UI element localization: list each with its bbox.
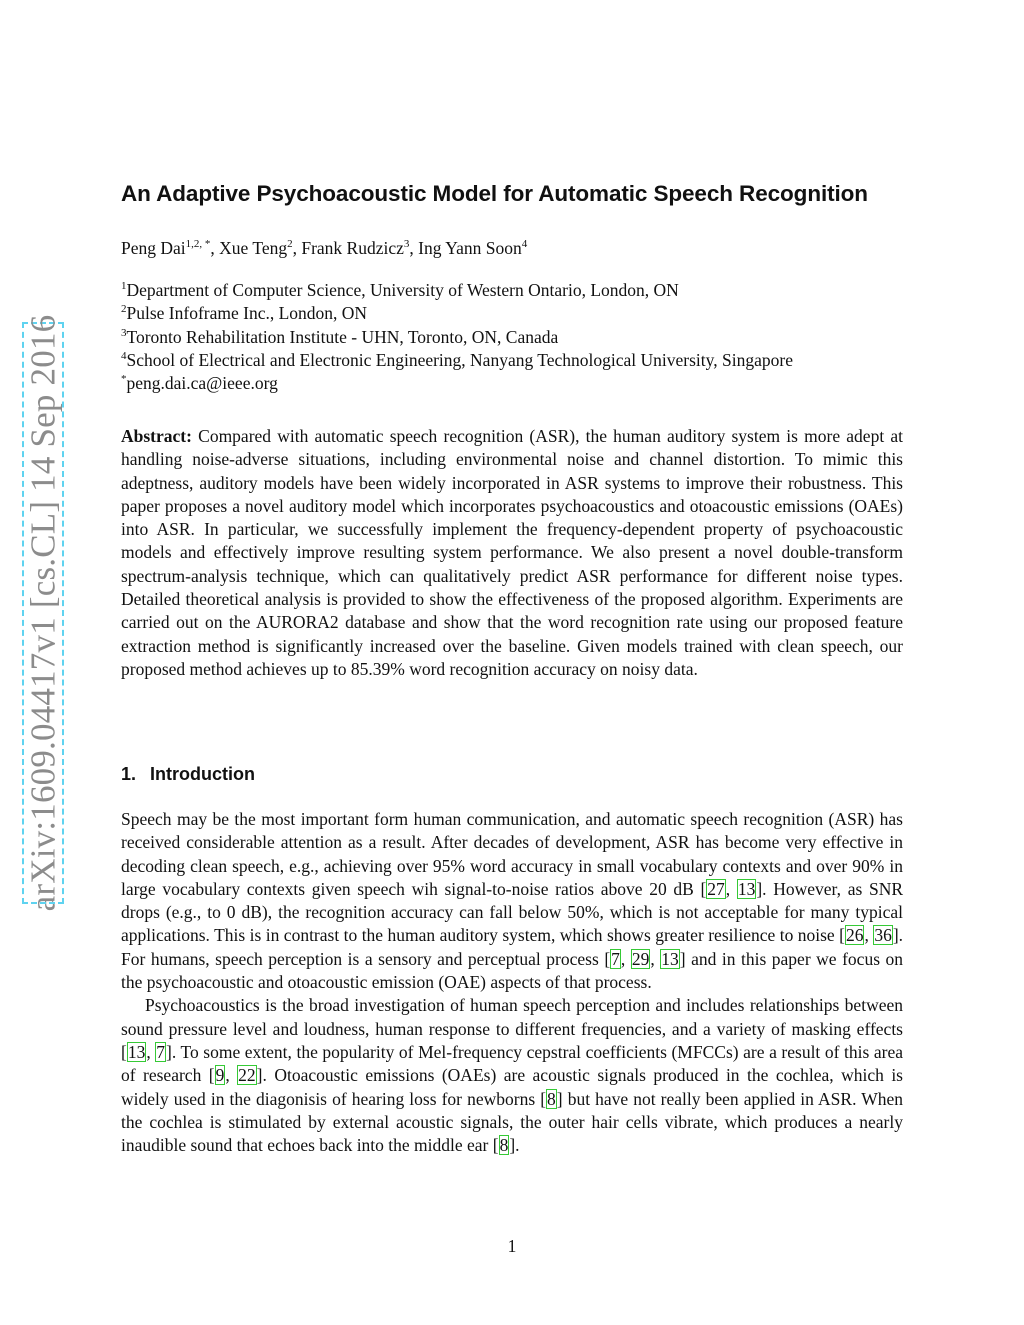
body-text-run: ]. Otoacoustic emissions (OAEs) are acoustic signals produced in the cochlea, which is widely used in the diagonisis of hearing loss for newborns [ — [121, 1065, 903, 1109]
affiliation-text: Pulse Infoframe Inc., London, ON — [126, 303, 368, 324]
citation-link[interactable]: 8 — [499, 1135, 509, 1156]
affiliation-mark: 4 — [121, 349, 127, 362]
citation-link[interactable]: 27 — [707, 878, 725, 899]
citation-link[interactable]: 7 — [611, 948, 620, 969]
body-text-run: ]. For humans, speech perception is a sensory and perceptual process [ — [121, 925, 904, 969]
affiliation-mark: 2 — [121, 303, 127, 316]
author-name: Frank Rudzicz — [301, 238, 404, 258]
affiliation-mark: * — [121, 373, 127, 386]
body-text-run: Speech may be the most important form human communication, and automatic speech recognition (ASR) has received considerable attention as a result. After decades of development, ASR has become very effective in decoding clean speech, e.g., achieving over 95% word accuracy in small vocabulary contexts and over 90% in large vocabulary contexts given speech wih signal-to-noise ratios above 20 dB [ — [121, 809, 903, 899]
author-name: Peng Dai — [121, 238, 186, 258]
author-affiliation-mark: 2 — [287, 238, 293, 250]
citation-link[interactable]: 9 — [215, 1065, 225, 1086]
body-text-run: , — [225, 1065, 238, 1086]
corresponding-email[interactable]: peng.dai.ca@ieee.org — [126, 373, 278, 394]
citation-link[interactable]: 8 — [547, 1088, 556, 1109]
body-text-run: ]. However, as SNR drops (e.g., to 0 dB), the recognition accuracy can fall below 50%, which is not acceptable for many typical applications. This is in contrast to the human auditory system, which shows greater resilience to noise [ — [121, 878, 904, 946]
paper-title: An Adaptive Psychoacoustic Model for Automatic Speech Recognition — [121, 181, 868, 206]
introduction-body — [121, 808, 903, 1157]
body-text-run: , — [725, 878, 737, 899]
section-title: Introduction — [150, 764, 255, 784]
citation-link[interactable]: 36 — [874, 925, 892, 946]
body-text-run: ] but have not really been applied in ASR. When the cochlea is stimulated by external acoustic signals, the outer hair cells vibrate, which produces a nearly inaudible sound that echoes back into the middle ear [ — [121, 1088, 903, 1156]
section-number: 1. — [121, 764, 137, 784]
body-text-run: ]. — [509, 1135, 520, 1156]
affiliation-text: School of Electrical and Electronic Engineering, Nanyang Technological University, Singapore — [126, 349, 793, 370]
body-text-run: ]. To some extent, the popularity of Mel-frequency cepstral coefficients (MFCCs) are a result of this area of research [ — [121, 1041, 903, 1086]
body-text-run: Psychoacoustics is the broad investigation of human speech perception and includes relationships between sound pressure level and loudness, human response to different frequencies, and a variety of masking effects [ — [121, 995, 903, 1062]
affiliation-line — [121, 349, 793, 372]
body-text-run: , — [146, 1041, 156, 1062]
corresponding-email-line — [121, 372, 793, 395]
author-affiliation-mark: 3 — [403, 238, 410, 250]
author-name: Xue Teng — [219, 238, 288, 258]
citation-link[interactable]: 7 — [156, 1041, 166, 1062]
affiliation-line — [121, 326, 793, 349]
citation-link[interactable]: 13 — [661, 948, 679, 969]
body-text-run: , — [620, 948, 631, 969]
citation-link[interactable]: 22 — [238, 1065, 256, 1086]
arxiv-identifier-stamp[interactable] — [22, 314, 64, 912]
author-affiliation-mark: 1,2, * — [185, 238, 211, 250]
author-affiliation-mark: 4 — [521, 238, 528, 250]
citation-link[interactable]: 13 — [127, 1041, 146, 1062]
arxiv-identifier-text: arXiv:1609.04417v1 [cs.CL] 14 Sep 2016 — [23, 314, 62, 912]
affiliation-line — [121, 279, 793, 302]
citation-link[interactable]: 26 — [845, 925, 864, 946]
citation-link[interactable]: 13 — [737, 878, 756, 899]
author-name: Ing Yann Soon — [418, 238, 522, 258]
body-text-run: , — [650, 948, 661, 969]
section-heading — [121, 764, 255, 785]
abstract — [121, 425, 903, 681]
affiliation-line — [121, 302, 793, 325]
affiliation-text: Department of Computer Science, University of Western Ontario, London, ON — [126, 280, 679, 300]
citation-link[interactable]: 29 — [631, 948, 650, 969]
body-text-run: , — [864, 925, 874, 946]
body-paragraph — [121, 994, 903, 1157]
affiliation-text: Toronto Rehabilitation Institute - UHN, Toronto, ON, Canada — [126, 326, 559, 347]
affiliation-mark: 1 — [121, 280, 127, 292]
author-list: Peng Dai$^{1,2, *}$, Xue Teng$^2$, Frank Rudzicz$^3$, Ing Yann Soon$^4$ — [121, 238, 528, 258]
affiliation-list — [121, 279, 793, 395]
abstract-label: Abstract: — [121, 426, 192, 446]
page-number: 1 — [507, 1236, 517, 1256]
affiliation-mark: 3 — [121, 326, 127, 339]
body-paragraph — [121, 808, 903, 994]
abstract-text: Compared with automatic speech recognition (ASR), the human auditory system is more adept at handling noise-adverse situations, including environmental noise and channel distortion. To mimic this adeptness, auditory models have been widely incorporated in ASR systems to improve their robustness. This paper proposes a novel auditory model which incorporates psychoacoustics and otoacoustic emissions (OAEs) into ASR. In particular, we successfully implement the frequency-dependent property of psychoacoustic models and effectively improve resulting system performance. We also present a novel double-transform spectrum-analysis technique, which can qualitatively predict ASR performance for different noise types. Detailed theoretical analysis is provided to show the effectiveness of the proposed algorithm. Experiments are carried out on the AURORA2 database and show that the word recognition rate using our proposed feature extraction method is significantly increased over the baseline. Given models trained with clean speech, our proposed method achieves up to 85.39% word recognition accuracy on noisy data. — [121, 426, 903, 679]
body-text-run: ] and in this paper we focus on the psychoacoustic and otoacoustic emission (OAE) aspects of that process. — [121, 948, 904, 993]
